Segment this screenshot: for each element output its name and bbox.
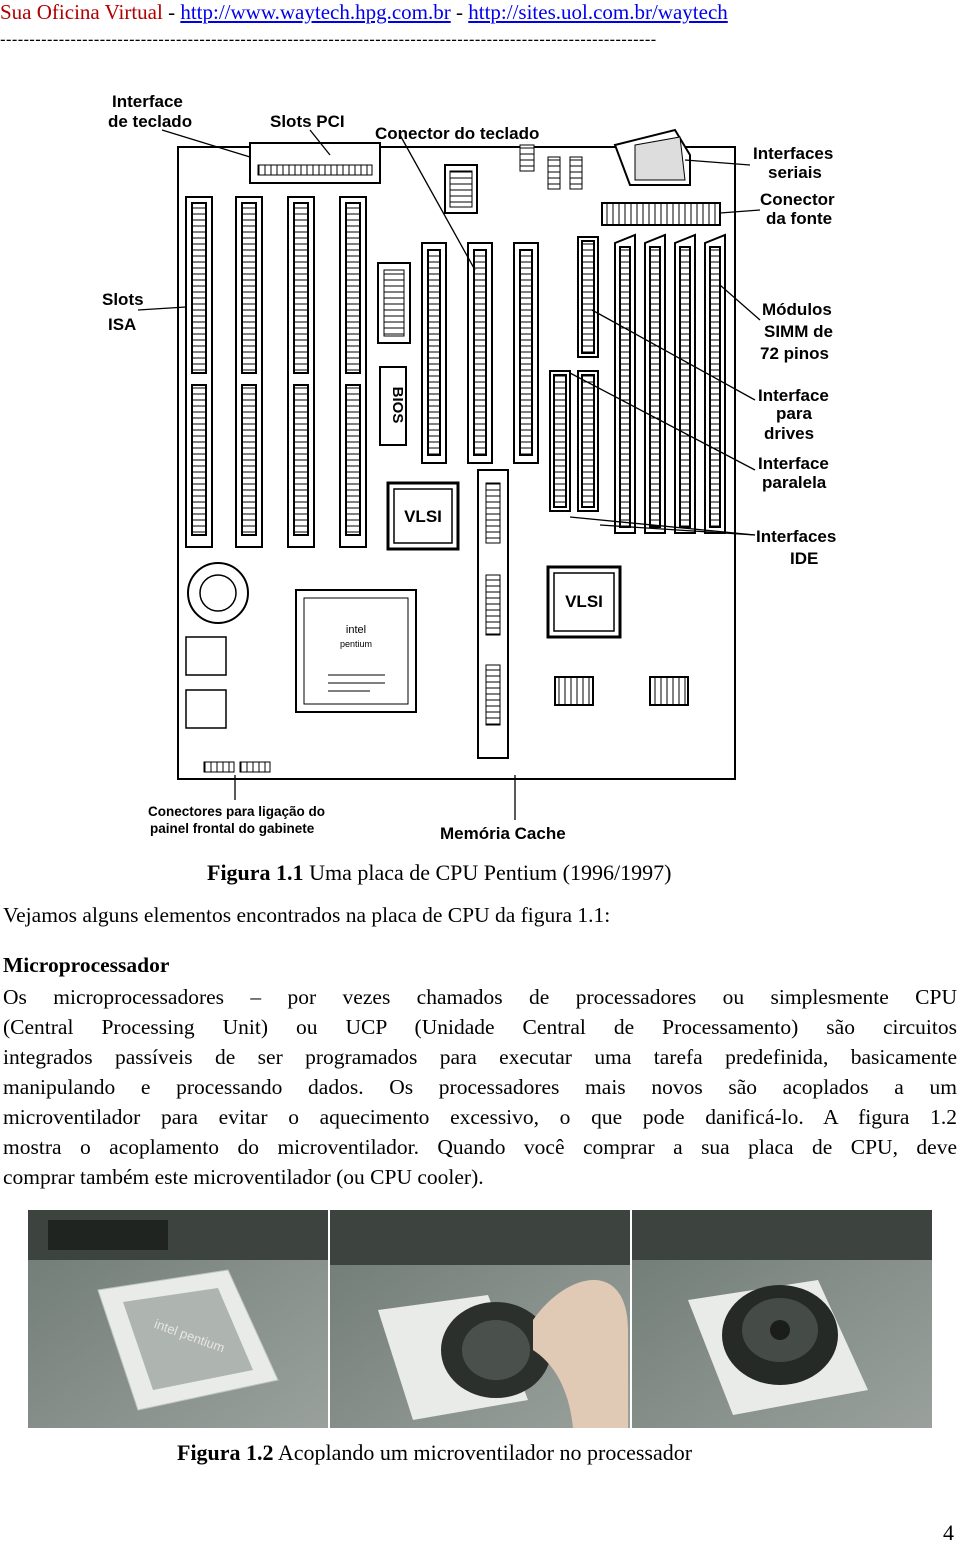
figure-2-caption-text: Acoplando um microventilador no processador: [273, 1440, 693, 1465]
paragraph-line: comprar também este microventilador (ou CPU cooler).: [3, 1165, 484, 1189]
photo-cooler-installed: [632, 1210, 932, 1428]
figure-1-caption: [207, 860, 671, 886]
photo-intel-text: intel pentium: [152, 1316, 227, 1356]
label-modulos-simm: Módulos SIMM de 72 pinos: [760, 300, 833, 363]
label-memoria-cache: Memória Cache: [440, 824, 566, 843]
intro-paragraph: Vejamos alguns elementos encontrados na placa de CPU da figura 1.1:: [3, 903, 611, 927]
paragraph-line: manipulando e processando dados. Os processadores mais novos são acoplados a um: [3, 1075, 957, 1099]
paragraph-line: mostra o acoplamento do microventilador. Quando você comprar a sua placa de CPU, deve: [3, 1135, 957, 1159]
paragraph-line: Os microprocessadores – por vezes chamados de processadores ou simplesmente CPU: [3, 985, 957, 1009]
chip: [650, 677, 688, 705]
section-paragraph: [3, 982, 957, 1192]
site-name: Sua Oficina Virtual: [0, 0, 163, 24]
label-conector-teclado: Conector do teclado: [375, 124, 540, 143]
figure-1-caption-label: Figura 1.1: [207, 860, 304, 885]
header-link-uol[interactable]: http://sites.uol.com.br/waytech: [468, 0, 728, 24]
jumper: [186, 690, 226, 728]
figure-1-caption-text: Uma placa de CPU Pentium (1996/1997): [303, 860, 672, 885]
cooler-photos: [28, 1210, 932, 1428]
label-interfaces-ide: Interfaces IDE: [756, 527, 837, 568]
label-interfaces-seriais: Interfaces seriais: [753, 144, 834, 182]
bios-label: BIOS: [389, 386, 406, 424]
chip: [548, 157, 560, 189]
jumper: [186, 637, 226, 675]
header-link-hpg[interactable]: http://www.waytech.hpg.com.br: [180, 0, 451, 24]
keyboard-interface-connector: [250, 143, 380, 183]
page-number: 4: [943, 1520, 954, 1545]
front-panel-connector: [204, 762, 234, 772]
vlsi-label: VLSI: [565, 592, 603, 611]
front-panel-connector: [240, 762, 270, 772]
pentium-logo-text: pentium: [339, 639, 373, 649]
photo-attaching-cooler: [330, 1210, 630, 1428]
section-heading: Microprocessador: [3, 953, 170, 977]
label-conector-fonte: Conector da fonte: [760, 190, 835, 228]
paragraph-line: microventilador para evitar o aquecimento excessivo, o que pode danificá-lo. A figura 1.2: [3, 1105, 957, 1129]
page-header: [0, 0, 960, 24]
chip: [520, 145, 534, 171]
power-connector: [602, 203, 720, 225]
paragraph-line: (Central Processing Unit) ou UCP (Unidade Central de Processamento) são circuitos: [3, 1015, 957, 1039]
label-conectores-painel: Conectores para ligação do painel frontal do gabinete: [148, 804, 326, 836]
label-interface-drives: Interface para drives: [758, 386, 829, 443]
label-slots-isa: Slots ISA: [102, 290, 144, 334]
chip: [570, 157, 582, 189]
pci-slots: [422, 243, 538, 463]
paragraph-line: integrados passíveis de ser programados para executar uma tarefa predefinida, basicamente: [3, 1045, 957, 1069]
photo-cpu-socket: [28, 1210, 328, 1428]
intel-logo-text: intel: [345, 624, 367, 636]
chip: [555, 677, 593, 705]
header-divider: ----------------------------------------------------------------------------------------------------------------: [0, 30, 657, 49]
header-separator: -: [450, 0, 469, 24]
label-interface-teclado: Interface de teclado: [108, 92, 193, 131]
figure-2-caption: [177, 1440, 692, 1466]
motherboard-diagram: [100, 85, 860, 850]
header-separator: -: [162, 0, 181, 24]
figure-2-caption-label: Figura 1.2: [177, 1440, 274, 1465]
label-interface-paralela: Interface paralela: [758, 454, 829, 492]
label-slots-pci: Slots PCI: [270, 112, 345, 131]
vlsi-label: VLSI: [404, 507, 442, 526]
